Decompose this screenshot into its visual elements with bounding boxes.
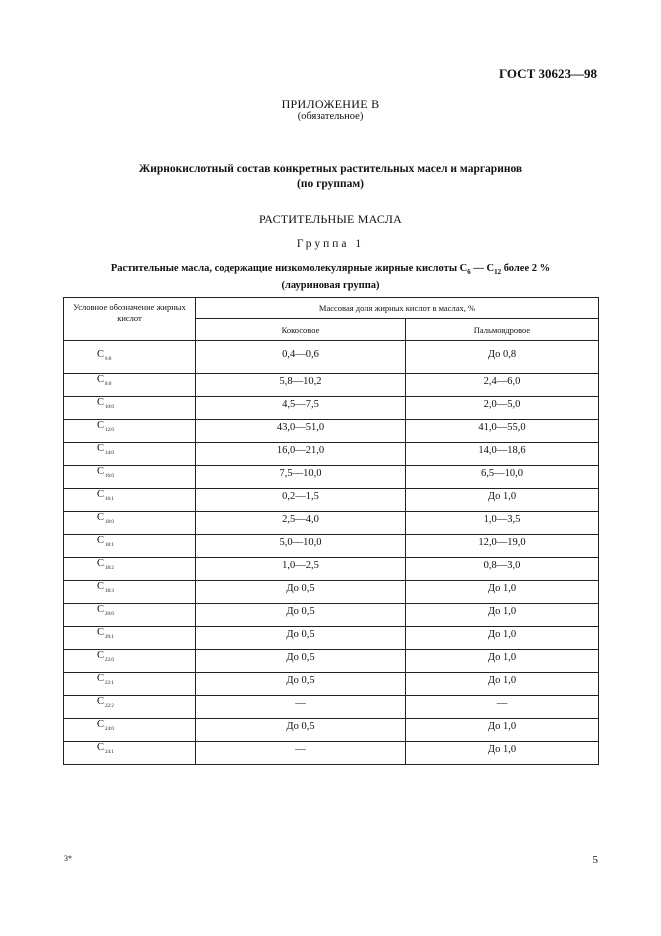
- fatty-acid-subscript: 12:0: [105, 428, 114, 433]
- table-row: [64, 466, 599, 489]
- palm-kernel-value: 41,0—55,0: [406, 420, 599, 443]
- table-title: [0, 262, 661, 292]
- fatty-acid-subscript: 8:0: [105, 382, 112, 387]
- fatty-acid-symbol: С: [97, 650, 105, 661]
- fatty-acid-subscript: 14:0: [105, 451, 114, 456]
- coconut-value: До 0,5: [196, 627, 406, 650]
- fatty-acid-symbol: С: [97, 673, 105, 684]
- fatty-acid-symbol: С: [97, 489, 105, 500]
- header-coconut: Кокосовое: [196, 319, 406, 341]
- palm-kernel-value: 6,5—10,0: [406, 466, 599, 489]
- fatty-acid-cell: [64, 581, 196, 604]
- fatty-acid-subscript: 20:1: [105, 635, 114, 640]
- palm-kernel-value: До 0,8: [406, 341, 599, 374]
- palm-kernel-value: 0,8—3,0: [406, 558, 599, 581]
- coconut-value: 16,0—21,0: [196, 443, 406, 466]
- palm-kernel-value: До 1,0: [406, 650, 599, 673]
- table-title-sub2: 12: [494, 268, 502, 277]
- fatty-acid-subscript: 22:1: [105, 681, 114, 686]
- fatty-acid-subscript: 18:1: [105, 543, 114, 548]
- table-row: [64, 420, 599, 443]
- fatty-acid-symbol: С: [97, 719, 105, 730]
- fatty-acid-cell: [64, 512, 196, 535]
- document-title-line2: (по группам): [297, 178, 364, 190]
- fatty-acid-symbol: С: [97, 558, 105, 569]
- fatty-acid-cell: [64, 466, 196, 489]
- page-number: 5: [592, 854, 598, 866]
- table-title-line1: [0, 262, 661, 279]
- appendix-note: (обязательное): [297, 111, 364, 122]
- document-title: [0, 162, 661, 192]
- coconut-value: 7,5—10,0: [196, 466, 406, 489]
- fatty-acid-symbol: С: [97, 627, 105, 638]
- palm-kernel-value: 14,0—18,6: [406, 443, 599, 466]
- table-row: [64, 443, 599, 466]
- coconut-value: До 0,5: [196, 719, 406, 742]
- header-mass-fraction: Массовая доля жирных кислот в маслах, %: [196, 298, 599, 319]
- fatty-acid-cell: [64, 650, 196, 673]
- table-row: [64, 397, 599, 420]
- table-title-sub1: 6: [467, 268, 471, 277]
- fatty-acid-table: [63, 297, 599, 765]
- fatty-acid-subscript: 22:0: [105, 658, 114, 663]
- fatty-acid-subscript: 18:2: [105, 566, 114, 571]
- table-title-post: более 2 %: [501, 263, 551, 274]
- fatty-acid-symbol: С: [97, 535, 105, 546]
- standard-number: ГОСТ 30623—98: [498, 66, 597, 81]
- fatty-acid-subscript: 6:0: [105, 357, 112, 362]
- coconut-value: До 0,5: [196, 673, 406, 696]
- fatty-acid-subscript: 16:1: [105, 497, 114, 502]
- fatty-acid-cell: [64, 420, 196, 443]
- fatty-acid-symbol: С: [97, 466, 105, 477]
- fatty-acid-symbol: С: [97, 397, 105, 408]
- section-heading: РАСТИТЕЛЬНЫЕ МАСЛА: [258, 212, 403, 226]
- table-row: [64, 627, 599, 650]
- coconut-value: —: [196, 696, 406, 719]
- fatty-acid-symbol: С: [97, 512, 105, 523]
- fatty-acid-symbol: С: [97, 349, 105, 360]
- fatty-acid-cell: [64, 673, 196, 696]
- fatty-acid-cell: [64, 558, 196, 581]
- fatty-acid-symbol: С: [97, 443, 105, 454]
- fatty-acid-subscript: 24:0: [105, 727, 114, 732]
- coconut-value: 5,0—10,0: [196, 535, 406, 558]
- table-row: [64, 742, 599, 765]
- table-row: [64, 604, 599, 627]
- fatty-acid-cell: [64, 443, 196, 466]
- palm-kernel-value: 2,4—6,0: [406, 374, 599, 397]
- fatty-acid-subscript: 10:0: [105, 405, 114, 410]
- palm-kernel-value: —: [406, 696, 599, 719]
- fatty-acid-symbol: С: [97, 374, 105, 385]
- table-title-mid: — С: [470, 263, 495, 274]
- table-body: [64, 341, 599, 765]
- table-row: [64, 650, 599, 673]
- appendix-title: ПРИЛОЖЕНИЕ В: [281, 97, 380, 111]
- palm-kernel-value: До 1,0: [406, 581, 599, 604]
- fatty-acid-symbol: С: [97, 696, 105, 707]
- coconut-value: 4,5—7,5: [196, 397, 406, 420]
- coconut-value: 5,8—10,2: [196, 374, 406, 397]
- palm-kernel-value: 2,0—5,0: [406, 397, 599, 420]
- coconut-value: 0,4—0,6: [196, 341, 406, 374]
- fatty-acid-cell: [64, 627, 196, 650]
- fatty-acid-symbol: С: [97, 420, 105, 431]
- table-row: [64, 374, 599, 397]
- footer-mark: 3*: [64, 854, 72, 863]
- palm-kernel-value: До 1,0: [406, 604, 599, 627]
- coconut-value: До 0,5: [196, 604, 406, 627]
- coconut-value: До 0,5: [196, 650, 406, 673]
- fatty-acid-cell: [64, 696, 196, 719]
- palm-kernel-value: До 1,0: [406, 673, 599, 696]
- fatty-acid-cell: [64, 604, 196, 627]
- fatty-acid-symbol: С: [97, 581, 105, 592]
- coconut-value: 0,2—1,5: [196, 489, 406, 512]
- fatty-acid-subscript: 22:2: [105, 704, 114, 709]
- fatty-acid-cell: [64, 374, 196, 397]
- fatty-acid-symbol: С: [97, 604, 105, 615]
- fatty-acid-cell: [64, 535, 196, 558]
- table-row: [64, 535, 599, 558]
- table-row: [64, 512, 599, 535]
- table-title-pre: Растительные масла, содержащие низкомолекулярные жирные кислоты С: [110, 263, 468, 274]
- table-row: [64, 558, 599, 581]
- table-row: [64, 489, 599, 512]
- palm-kernel-value: До 1,0: [406, 627, 599, 650]
- coconut-value: До 0,5: [196, 581, 406, 604]
- table-row: [64, 719, 599, 742]
- palm-kernel-value: До 1,0: [406, 742, 599, 765]
- fatty-acid-subscript: 18:0: [105, 520, 114, 525]
- fatty-acid-cell: [64, 489, 196, 512]
- fatty-acid-subscript: 20:0: [105, 612, 114, 617]
- fatty-acid-subscript: 18:3: [105, 589, 114, 594]
- fatty-acid-cell: [64, 341, 196, 374]
- table-row: [64, 581, 599, 604]
- header-palm-kernel: Пальмоядровое: [406, 319, 599, 341]
- fatty-acid-cell: [64, 719, 196, 742]
- document-title-line1: Жирнокислотный состав конкретных растительных масел и маргаринов: [138, 163, 523, 175]
- palm-kernel-value: 1,0—3,5: [406, 512, 599, 535]
- coconut-value: 43,0—51,0: [196, 420, 406, 443]
- fatty-acid-cell: [64, 742, 196, 765]
- group-heading: Группа 1: [296, 238, 365, 250]
- table-row: [64, 673, 599, 696]
- coconut-value: —: [196, 742, 406, 765]
- table-row: [64, 696, 599, 719]
- fatty-acid-subscript: 24:1: [105, 750, 114, 755]
- fatty-acid-symbol: С: [97, 742, 105, 753]
- palm-kernel-value: До 1,0: [406, 489, 599, 512]
- fatty-acid-subscript: 16:0: [105, 474, 114, 479]
- table-title-line2: (лауриновая группа): [281, 280, 380, 292]
- header-condition: Условное обозначение жирных кислот: [64, 298, 196, 341]
- coconut-value: 2,5—4,0: [196, 512, 406, 535]
- fatty-acid-cell: [64, 397, 196, 420]
- coconut-value: 1,0—2,5: [196, 558, 406, 581]
- palm-kernel-value: 12,0—19,0: [406, 535, 599, 558]
- palm-kernel-value: До 1,0: [406, 719, 599, 742]
- table-row: [64, 341, 599, 374]
